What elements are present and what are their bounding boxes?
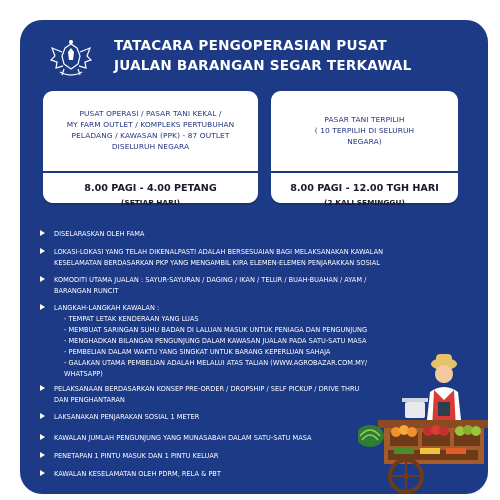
list-item-text: DISELARASKAN OLEH FAMA [54,230,145,238]
card-heading-line: MY FARM OUTLET / KOMPLEKS PERTUBUHAN [66,120,235,129]
card-heading [43,91,258,169]
list-item-text: KESELAMATAN BERDASARKAN PKP YANG MENGAMBIL KIRA ELEMEN-ELEMEN PENJARAKKAN SOSIAL [54,259,380,267]
list-item-text: DAN PENGHANTARAN [54,396,125,404]
card-frequency: (2 KALI SEMINGGU) [324,198,405,207]
card-heading-line: DISELURUH NEGARA [111,142,190,151]
list-item-text: LANGKAH-LANGKAH KAWALAN : [54,304,160,312]
page-title [114,36,464,76]
card-divider [43,171,258,173]
bullet-triangle-icon [40,385,45,391]
sub-list [54,314,384,380]
bullet-triangle-icon [40,230,45,236]
sub-list-item: - MENGHADKAN BILANGAN PENGUNJUNG DALAM KAWASAN JUALAN PADA SATU-SATU MASA [64,337,367,345]
list-item [40,433,384,444]
card-time: 8.00 PAGI - 12.00 TGH HARI [290,183,439,194]
schedule-card-operation-centers [43,91,258,207]
card-time: 8.00 PAGI - 4.00 PETANG [84,183,217,194]
list-item [40,384,384,406]
bullet-triangle-icon [40,434,45,440]
watermelon [358,425,384,447]
list-item [40,469,384,480]
bullet-triangle-icon [40,470,45,476]
list-item-text: KAWALAN KESELAMATAN OLEH PDRM, RELA & PBT [54,470,221,478]
list-item-text: KOMODITI UTAMA JUALAN : SAYUR-SAYURAN / DAGING / IKAN / TELUR / BUAH-BUAHAN / AYAM / [54,276,367,284]
card-heading [271,91,458,169]
list-item-text: PELAKSANAAN BERDASARKAN KONSEP PRE-ORDER / DROPSHIP / SELF PICKUP / DRIVE THRU [54,385,360,393]
card-heading-line: PUSAT OPERASI / PASAR TANI KEKAL / [79,109,222,118]
list-item-text: LOKASI-LOKASI YANG TELAH DIKENALPASTI ADALAH BERSESUAIAN BAGI MELAKSANAKAN KAWALAN [54,248,384,256]
cart-wheel [390,460,422,492]
bullet-triangle-icon [40,276,45,282]
sub-list-item: - PEMBELIAN DALAM WAKTU YANG SINGKAT UNTUK BARANG KEPERLUAN SAHAJA [64,348,331,356]
card-frequency: (SETIAP HARI) [121,198,180,207]
list-item-text: LAKSANAKAN PENJARAKAN SOSIAL 1 METER [54,413,200,421]
bullet-triangle-icon [40,304,45,310]
list-item [40,412,384,423]
list-item-text: PENETAPAN 1 PINTU MASUK DAN 1 PINTU KELUAR [54,452,219,460]
card-divider [271,171,458,173]
list-item [40,451,384,462]
sub-list-item: - GALAKAN UTAMA PEMBELIAN ADALAH MELALUI ATAS TALIAN (WWW.AGROBAZAR.COM.MY/ WHATSAPP) [64,359,368,378]
card-heading-line: ( 10 TERPILIH DI SELURUH [314,125,415,135]
list-item-text: KAWALAN JUMLAH PENGUNJUNG YANG MUNASABAH DALAM SATU-SATU MASA [54,434,312,442]
list-item-text: BARANGAN RUNCIT [54,287,119,295]
vendor-figure [426,354,462,429]
bullet-triangle-icon [40,452,45,458]
sub-list-item: - MEMBUAT SARINGAN SUHU BADAN DI LALUAN MASUK UNTUK PENIAGA DAN PENGUNJUNG [64,326,368,334]
title-line-2: JUALAN BARANGAN SEGAR TERKAWAL [114,58,412,74]
bullet-triangle-icon [40,413,45,419]
sub-list-item: - TEMPAT LETAK KENDERAAN YANG LUAS [64,315,199,323]
list-item [40,229,384,240]
list-item [40,247,384,269]
card-heading-line: NEGARA) [347,136,382,146]
weighing-scale [402,398,428,418]
title-line-1: TATACARA PENGOPERASIAN PUSAT [114,38,387,54]
market-vendor-illustration [358,344,488,494]
bullet-triangle-icon [40,248,45,254]
government-crest-icon [48,38,94,82]
list-item [40,303,384,380]
card-heading-line: PELADANG / KAWASAN (PPK) - 87 OUTLET [71,131,230,140]
fruit-cart [378,420,488,464]
schedule-card-selected-markets [271,91,458,207]
infographic-panel [20,20,488,494]
list-item [40,275,384,297]
card-heading-line: PASAR TANI TERPILIH [324,114,405,124]
